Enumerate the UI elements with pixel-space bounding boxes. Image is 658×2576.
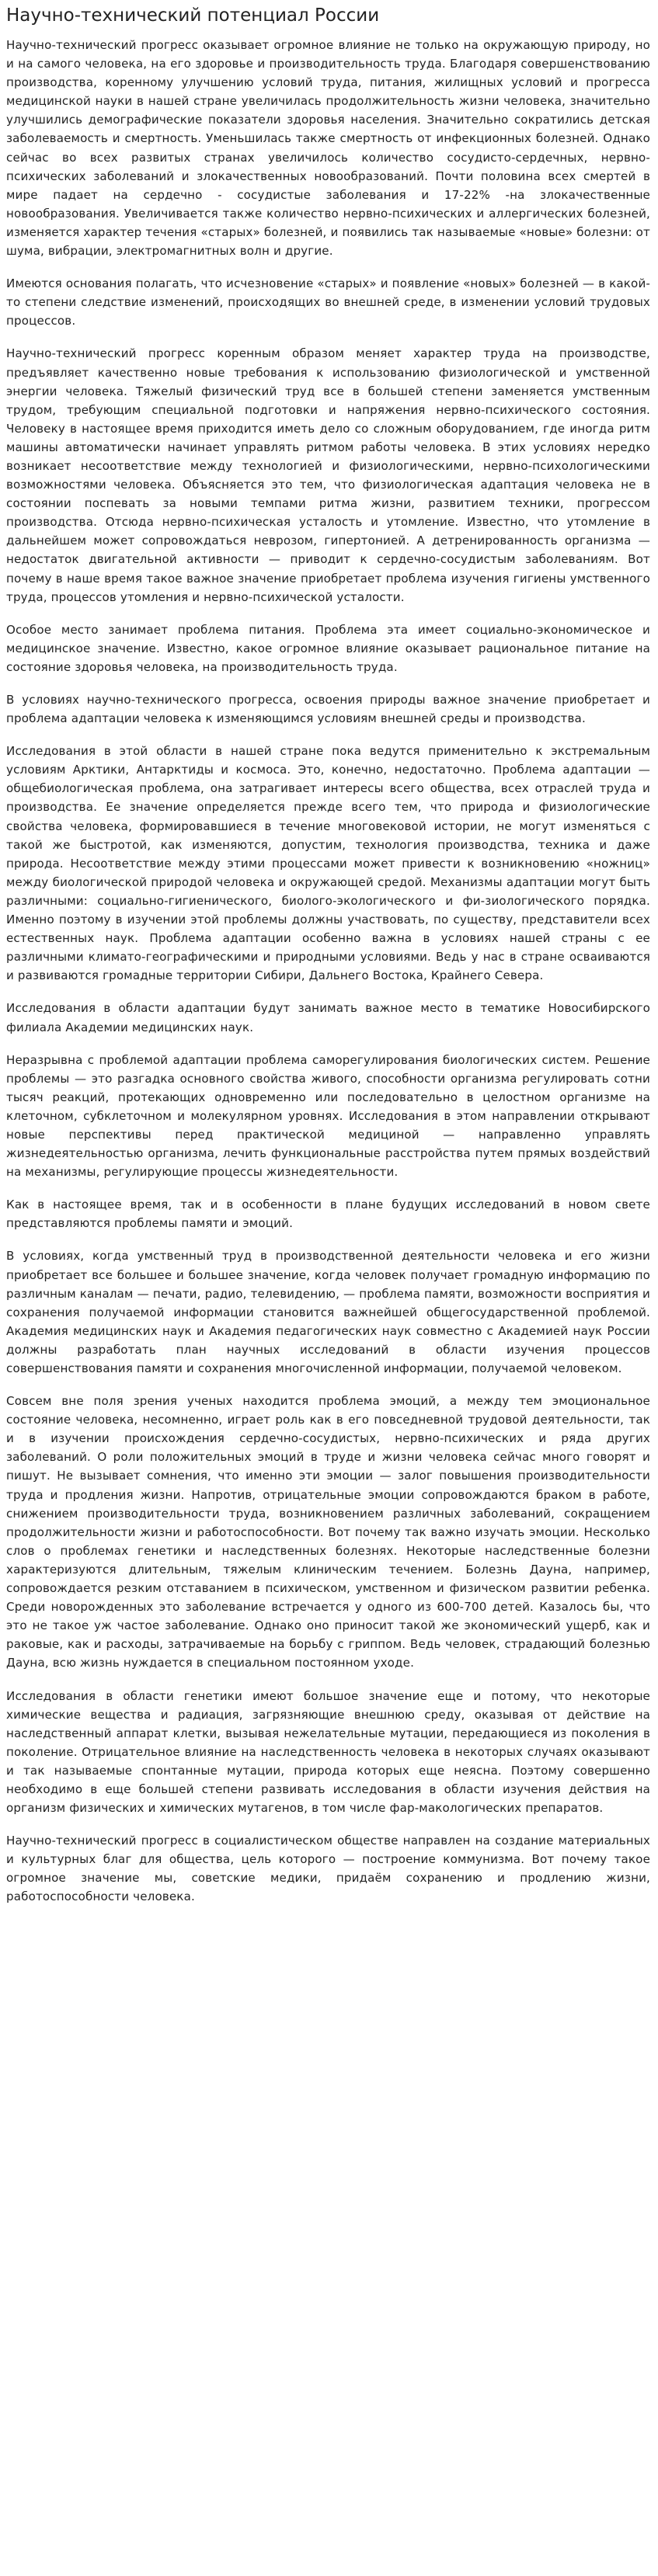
paragraph: Неразрывна с проблемой адаптации проблема саморегулирования биологических систем. Решение проблемы — это разгадка основного свойства живого, способности организма регулировать сотни тысяч реакций, протекающих одновременно или последовательно в целостном организме на клеточном, субклеточном и молекулярном уровнях. Исследования в этом направлении открывают новые перспективы перед практической медициной — направленно управлять жизнедеятельностью организма, лечить функциональные расстройства путем прямых воздействий на механизмы, регулирующие процессы жизнедеятельности. bbox=[6, 1052, 650, 1180]
paragraph: Совсем вне поля зрения ученых находится проблема эмоций, а между тем эмоциональное состояние человека, несомненно, играет роль как в его повседневной трудовой деятельности, так и в изучении происхождения сердечно-сосудистых, нервно-психических и ряда других заболеваний. О роли положительных эмоций в труде и жизни человека сейчас много говорят и пишут. Не вызывает сомнения, что именно эти эмоции — залог повышения производительности труда и продления жизни. Напротив, отрицательные эмоции сопровождаются браком в работе, снижением производительности труда, возникновением различных заболеваний, сокращением продолжительности жизни и работоспособности. Вот почему так важно изучать эмоции. Несколько слов о проблемах генетики и наследственных болезнях. Некоторые наследственные болезни характеризуются длительным, тяжелым клиническим течением. Болезнь Дауна, например, сопровождается резким отставанием в психическом, умственном и физическом развитии ребенка. Среди новорожденных это заболевание встречается у одного из 600-700 детей. Казалось бы, что это не такое уж частое заболевание. Однако оно приносит такой же экономический ущерб, как и раковые, как и расходы, затрачиваемые на борьбу с гриппом. Ведь человек, страдающий болезнью Дауна, всю жизнь нуждается в специальном постоянном уходе. bbox=[6, 1394, 650, 1670]
paragraph: В условиях, когда умственный труд в производственной деятельности человека и его жизни приобретает все большее и большее значение, когда человек получает громадную информацию по различным каналам — печати, радио, телевидению, — проблема памяти, возможности восприятия и сохранения получаемой информации становится важнейшей общегосударственной проблемой. Академия медицинских наук и Академия педагогических наук совместно с Академией наук России должны разработать план научных исследований в области изучения процессов совершенствования памяти и сохранения многочисленной информации, получаемой человеком. bbox=[6, 1249, 650, 1375]
paragraph: Научно-технический прогресс в социалистическом обществе направлен на создание материальных и культурных благ для общества, цель которого — построение коммунизма. Вот почему такое огромное значение мы, советские медики, придаём сохранению и продлению жизни, работоспособности человека. bbox=[6, 1834, 650, 1904]
article-title: Научно-технический потенциал России bbox=[6, 5, 380, 26]
paragraph: Научно-технический прогресс коренным образом меняет характер труда на производстве, предъявляет качественно новые требования к использованию физиологической и умственной энергии человека. Тяжелый физический труд все в большей степени заменяется умственным трудом, требующим специальной подготовки и напряжения нервно-психического состояния. Человеку в настоящее время приходится иметь дело со сложным оборудованием, где иногда ритм машины автоматически начинает управлять ритмом работы человека. В этих условиях нередко возникает несоответствие между технологией и физиологическими, нервно-психологическими возможностями человека. Объясняется это тем, что физиологическая адаптация человека не в состоянии поспевать за новыми темпами ритма жизни, развитием техники, прогрессом производства. Отсюда нервно-психическая усталость и утомление. Известно, что утомление в дальнейшем может сопровождаться неврозом, гипертонией. А детренированность организма — недостаток двигательной активности — приводит к сердечно-сосудистым заболеваниям. Вот почему в наше время такое важное значение приобретает проблема изучения гигиены умственного труда, процессов утомления и нервно-психической усталости. bbox=[6, 346, 650, 604]
paragraph: В условиях научно-технического прогресса, освоения природы важное значение приобретает и проблема адаптации человека к изменяющимся условиям внешней среды и производства. bbox=[6, 693, 650, 726]
paragraph: Исследования в области генетики имеют большое значение еще и потому, что некоторые химические вещества и радиация, загрязняющие внешнюю среду, оказывая от действие на наследственный аппарат клетки, вызывая нежелательные мутации, передающиеся из поколения в поколение. Отрицательное влияние на наследственность человека в некоторых случаях оказывают и так называемые спонтанные мутации, природа которых еще неясна. Поэтому совершенно необходимо в еще большей степени развивать исследования в области изучения действия на организм физических и химических мутагенов, в том числе фар-макологических препаратов. bbox=[6, 1688, 650, 1816]
paragraph: Исследования в области адаптации будут занимать важное место в тематике Новосибирского филиала Академии медицинских наук. bbox=[6, 1001, 650, 1034]
paragraph: Особое место занимает проблема питания. Проблема эта имеет социально-экономическое и медицинское значение. Известно, какое огромное влияние оказывает рациональное питание на состояние здоровья человека, на производительность труда. bbox=[6, 622, 650, 674]
paragraph: Как в настоящее время, так и в особенности в плане будущих исследований в новом свете представляются проблемы памяти и эмоций. bbox=[6, 1198, 650, 1231]
paragraph: Исследования в этой области в нашей стране пока ведутся применительно к экстремальным условиям Арктики, Антарктиды и космоса. Это, конечно, недостаточно. Проблема адаптации — общебиологическая проблема, она затрагивает интересы всего общества, всех отраслей труда и производства. Ее значение определяется прежде всего тем, что природа и физиологические свойства человека, формировавшиеся в течение многовековой истории, не могут изменяться с такой же быстротой, как изменяются, допустим, технология производства, техника и даже природа. Несоответствие между этими процессами может привести к возникновению «ножниц» между биологической природой человека и окружающей средой. Механизмы адаптации могут быть различными: социально-гигиенического, биолого-экологического и фи-зиологического порядка. Именно поэтому в изучении этой проблемы должны участвовать, по существу, представители всех естественных наук. Проблема адаптации особенно важна в условиях нашей страны с ее различными климато-географическими и природными условиями. Ведь у нас в стране осваиваются и развиваются громадные территории Сибири, Дальнего Востока, Крайнего Севера. bbox=[6, 744, 650, 983]
paragraph: Имеются основания полагать, что исчезновение «старых» и появление «новых» болезней — в какой-то степени следствие изменений, происходящих во внешней среде, в изменении условий трудовых процессов. bbox=[6, 276, 650, 329]
paragraph: Научно-технический прогресс оказывает огромное влияние не только на окружающую природу, но и на самого человека, на его здоровье и производительность труда. Благодаря совершенствованию производства, коренному улучшению условий труда, питания, жилищных условий и прогресса медицинской науки в нашей стране увеличилась продолжительность жизни человека, значительно улучшились демографические показатели здоровья населения. Значительно сократились детская заболеваемость и смертность. Уменьшилась также смертность от инфекционных болезней. Однако сейчас во всех развитых странах увеличилось количество сосудисто-сердечных, нервно-психических заболеваний и злокачественных новообразований. Почти половина всех смертей в мире падает на сердечно - сосудистые заболевания и 17-22% -на злокачественные новообразования. Увеличивается также количество нервно-психических и аллергических болезней, изменяется характер течения «старых» болезней, и появились так называемые «новые» болезни: от шума, вибрации, электромагнитных волн и другие. bbox=[6, 38, 650, 259]
